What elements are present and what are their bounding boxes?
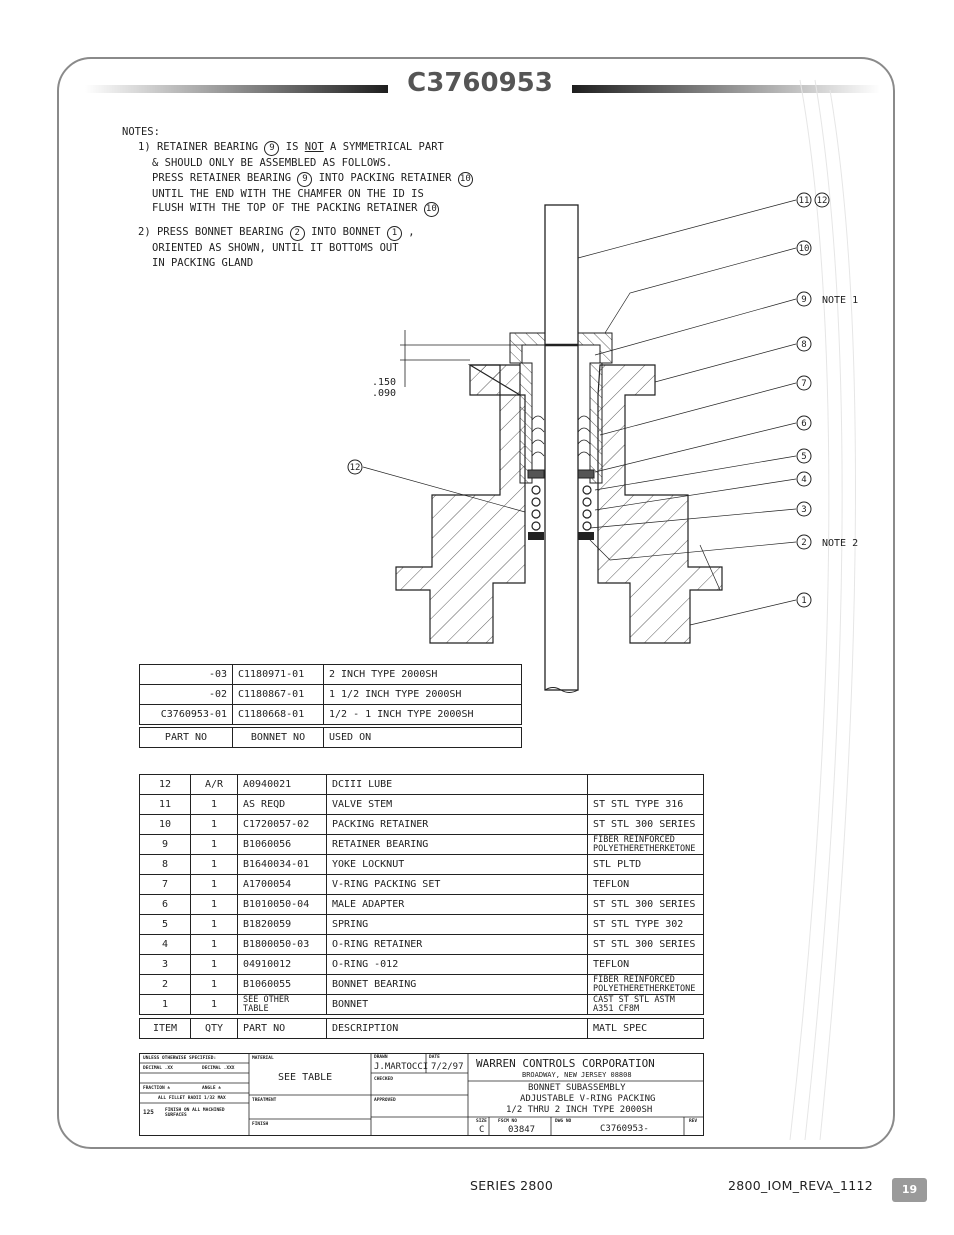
bill-of-materials <box>139 774 704 1039</box>
table-row: -03 C1180971-01 2 INCH TYPE 2000SH <box>140 665 522 685</box>
table-row: 7 1 A1700054 V-RING PACKING SET TEFLON <box>140 875 704 895</box>
table-row: 9 1 B1060056 RETAINER BEARING FIBER REINFORCED POLYETHERETHERKETONE <box>140 835 704 855</box>
dim-top: .150 <box>372 377 397 388</box>
table-row: 12 A/R A0940021 DCIII LUBE <box>140 775 704 795</box>
item-9-bubble: 9 <box>264 141 279 156</box>
table-header-row: PART NO BONNET NO USED ON <box>140 728 522 748</box>
title-block: UNLESS OTHERWISE SPECIFIED: DECIMAL .XX DECIMAL .XXX FRACTION ± ANGLE ± ALL FILLET RADII 1/32 MAX 125 FINISH ON ALL MACHINED SURFACES MATERIAL SEE TABLE TREATMENT FINISH DRAWN J.MARTOCCI DATE 7/2/97 CHECKED APPROVED WARREN CONTROLS CORPORATION BROADWAY, NEW JERSEY 08808 BONNET SUBASSEMBLY ADJUSTABLE V-RING PACKING 1/2 THRU 2 INCH TYPE 2000SH SIZE C FSCM NO 03847 DWG NO C3760953- REV <box>139 1053 704 1136</box>
callout-5: 5 <box>801 452 807 462</box>
note-1-line-3: PRESS RETAINER BEARING 9 INTO PACKING RETAINER 10 <box>122 171 473 187</box>
callout-11: 11 <box>798 196 810 206</box>
note-2-line-3: IN PACKING GLAND <box>152 257 254 270</box>
item-2-bubble: 2 <box>290 226 305 241</box>
table-row: 10 1 C1720057-02 PACKING RETAINER ST STL 300 SERIES <box>140 815 704 835</box>
oring-retainer-right <box>578 470 594 478</box>
drawing-title: C3760953 <box>407 68 553 98</box>
footer-doc-id: 2800_IOM_REVA_1112 <box>728 1178 873 1193</box>
callout-1: 1 <box>801 596 807 606</box>
note-2-line-1: 2) PRESS BONNET BEARING 2 INTO BONNET 1 , <box>122 225 473 241</box>
callout-8: 8 <box>801 340 807 350</box>
dim-bot: .090 <box>372 388 397 399</box>
callout-9: 9 <box>801 295 807 305</box>
item-1-bubble: 1 <box>387 226 402 241</box>
item-10-bubble: 10 <box>424 202 439 217</box>
bonnet-bearing-left <box>528 532 544 540</box>
callout-2: 2 <box>801 538 807 548</box>
note-1-line-2: & SHOULD ONLY BE ASSEMBLED AS FOLLOWS. <box>152 156 393 169</box>
note-1-line-5: FLUSH WITH THE TOP OF THE PACKING RETAINER 10 <box>122 201 473 217</box>
bonnet-body-right <box>598 365 722 643</box>
callout-12: 12 <box>816 196 828 206</box>
leader-lines <box>363 200 796 625</box>
table-row: 8 1 B1640034-01 YOKE LOCKNUT STL PLTD <box>140 855 704 875</box>
item-9-bubble: 9 <box>297 172 312 187</box>
note-2-line-2: ORIENTED AS SHOWN, UNTIL IT BOTTOMS OUT <box>152 242 399 255</box>
table-row: -02 C1180867-01 1 1/2 INCH TYPE 2000SH <box>140 685 522 705</box>
callout-12-left: 12 <box>349 463 361 473</box>
callout-10: 10 <box>798 244 810 254</box>
table-row: 3 1 04910012 O-RING -012 TEFLON <box>140 955 704 975</box>
table-row: 11 1 AS REQD VALVE STEM ST STL TYPE 316 <box>140 795 704 815</box>
callout-4: 4 <box>801 475 807 485</box>
table-row: C3760953-01 C1180668-01 1/2 - 1 INCH TYPE 2000SH <box>140 705 522 725</box>
note-1-line-1: 1) RETAINER BEARING 9 IS NOT A SYMMETRICAL PART <box>122 140 473 156</box>
bonnet-body-left <box>396 365 525 643</box>
valve-stem <box>545 205 578 690</box>
notes-header: NOTES: <box>122 126 160 138</box>
table-row: 6 1 B1010050-04 MALE ADAPTER ST STL 300 SERIES <box>140 895 704 915</box>
table-row: 4 1 B1800050-03 O-RING RETAINER ST STL 300 SERIES <box>140 935 704 955</box>
packing-retainer-left <box>520 363 532 483</box>
footer-series: SERIES 2800 <box>470 1178 554 1193</box>
table-row: 1 1 SEE OTHER TABLE BONNET CAST ST STL ASTM A351 CF8M <box>140 995 704 1015</box>
packing-retainer-right <box>590 363 602 483</box>
callout-6: 6 <box>801 419 807 429</box>
yoke-locknut-right <box>578 333 612 363</box>
callout-7: 7 <box>801 379 807 389</box>
note-2-tag: NOTE 2 <box>822 538 859 549</box>
item-10-bubble: 10 <box>458 172 473 187</box>
bonnet-body-left-upper <box>470 365 500 395</box>
usage-table <box>139 664 522 748</box>
table-row: 2 1 B1060055 BONNET BEARING FIBER REINFORCED POLYETHERETHERKETONE <box>140 975 704 995</box>
not-emphasis: NOT <box>304 140 324 153</box>
note-1-line-4: UNTIL THE END WITH THE CHAMFER ON THE ID IS <box>152 187 424 200</box>
yoke-locknut <box>510 333 545 363</box>
table-header-row: ITEM QTY PART NO DESCRIPTION MATL SPEC <box>140 1019 704 1039</box>
page-number: 19 <box>892 1178 927 1202</box>
callout-3: 3 <box>801 505 807 515</box>
table-row: 5 1 B1820059 SPRING ST STL TYPE 302 <box>140 915 704 935</box>
decorative-swoosh <box>790 80 855 1140</box>
company-name: WARREN CONTROLS CORPORATION <box>476 1057 655 1070</box>
oring-retainer-left <box>528 470 544 478</box>
bonnet-bearing-right <box>578 532 594 540</box>
note-1-tag: NOTE 1 <box>822 295 859 306</box>
